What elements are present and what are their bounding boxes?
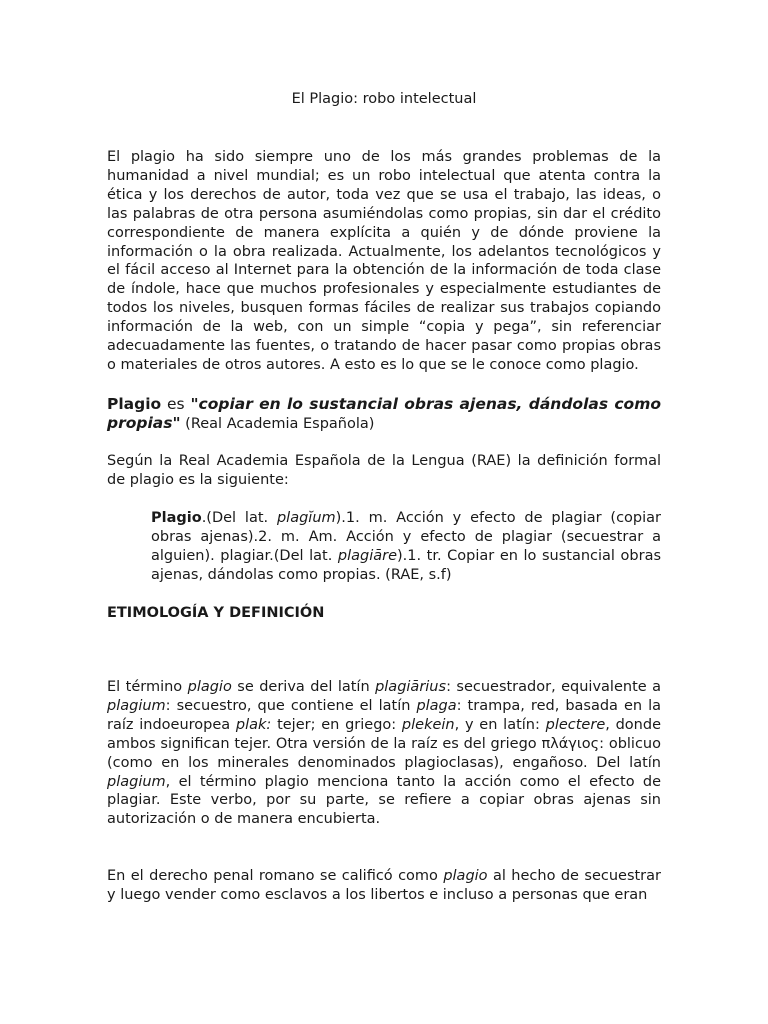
quote-source: (Real Academia Española) (180, 416, 375, 432)
document-title: El Plagio: robo intelectual (291, 91, 477, 107)
intro-paragraph: El plagio ha sido siempre uno de los más grandes problemas de la humanidad a nivel mundial; es un robo intelectual que atenta contra la ética y los derechos de autor, toda vez que se usa el trabajo, las ideas, o las palabras de otra persona asumiéndolas como propias, sin dar el crédito correspondiente de manera explícita a quién y de dónde proviene la información o la obra realizada. Actualmente, los adelantos tecnológicos y el fácil acceso al Internet para la obtención de la información de toda clase de índole, hace que muchos profesionales y especialmente estudiantes de todos los niveles, busquen formas fáciles de realizar sus trabajos copiando información de la web, con un simple “copia y pega”, sin referenciar adecuadamente las fuentes, o tratando de hacer pasar como propias obras o materiales de otros autores. A esto es lo que se le conoce como plagio. (107, 149, 661, 373)
rae-intro-paragraph: Según la Real Academia Española de la Lengua (RAE) la definición formal de plagio es la siguiente: (107, 453, 661, 488)
plagio-term: Plagio (107, 395, 162, 413)
rae-quote: "copiar en lo sustancial obras ajenas, dándolas como propias" (107, 395, 661, 432)
rae-definition-paragraph: Plagio.(Del lat. plagĭum).1. m. Acción y efecto de plagiar (copiar obras ajenas).2. m. Am. Acción y efecto de plagiar (secuestrar a alguien). plagiar.(Del lat. plagiāre).1. tr. Copiar en lo sustancial obras ajenas, dándolas como propias. (RAE, s.f) (151, 510, 662, 583)
roman-law-paragraph: En el derecho penal romano se calificó como plagio al hecho de secuestrar y luego vender como esclavos a los libertos e incluso a personas que eran (107, 868, 661, 903)
plagio-definition-quote-paragraph: Plagio es "copiar en lo sustancial obras ajenas, dándolas como propias" (Real Academia Española) (107, 395, 661, 432)
etymology-paragraph: El término plagio se deriva del latín plagiārius: secuestrador, equivalente a plagium: secuestro, que contiene el latín plaga: trampa, red, basada en la raíz indoeuropea plak: tejer; en griego: plekein, y en latín: plectere, donde ambos significan tejer. Otra versión de la raíz es del griego πλάγιος: oblicuo (como en los minerales denominados plagioclasas), engañoso. Del latín plagium, el término plagio menciona tanto la acción como el efecto de plagiar. Este verbo, por su parte, se refiere a copiar obras ajenas sin autorización o de manera encubierta. (107, 679, 662, 828)
definition-term: Plagio (151, 510, 202, 526)
section-heading: ETIMOLOGÍA Y DEFINICIÓN (107, 605, 325, 621)
